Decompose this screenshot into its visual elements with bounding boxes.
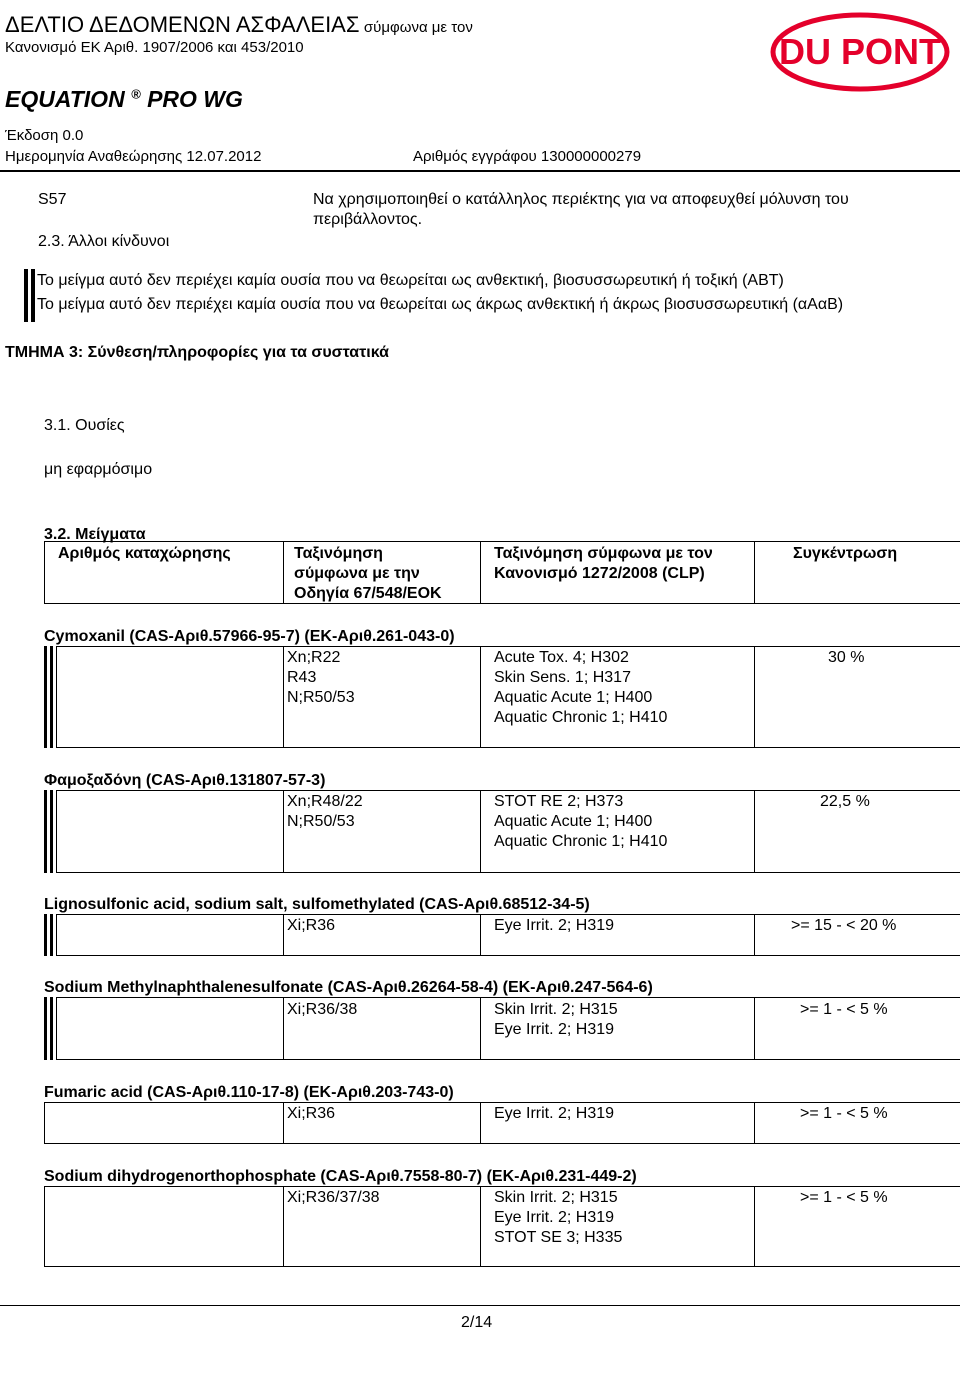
substances-text: μη εφαρμόσιμο	[44, 461, 153, 478]
hazard-line-1: Το μείγμα αυτό δεν περιέχει καμία ουσία που να θεωρείται ως ανθεκτική, βιοσυσσωρευτική ή τοξική (ΑΒΤ)	[37, 272, 784, 289]
revision-marker	[50, 790, 53, 873]
col-divider	[283, 914, 284, 956]
concentration: >= 15 - < 20 %	[791, 917, 897, 934]
s57-text-1: Να χρησιμοποιηθεί ο κατάλληλος περιέκτης για να αποφευχθεί μόλυνση του	[313, 191, 849, 208]
document-number: Αριθμός εγγράφου 130000000279	[413, 148, 642, 165]
document-title	[5, 12, 473, 38]
mixtures-heading: 3.2. Μείγματα	[44, 526, 146, 543]
logo-text: DU PONT	[779, 31, 941, 72]
s57-text-2: περιβάλλοντος.	[313, 211, 423, 228]
revision-marker	[50, 646, 53, 748]
dsd-classification: Xi;R36	[287, 1105, 336, 1122]
component-name: Cymoxanil (CAS-Αριθ.57966-95-7) (ΕΚ-Αριθ.261-043-0)	[44, 628, 455, 645]
title-suffix: σύμφωνα με τον	[363, 19, 473, 36]
col-divider	[480, 914, 481, 956]
concentration: >= 1 - < 5 %	[800, 1105, 888, 1122]
col-divider	[480, 1102, 481, 1144]
col-header-dsd: Ταξινόμηση σύμφωνα με την Οδηγία 67/548/ΕΟΚ	[294, 545, 442, 602]
col-divider	[283, 541, 284, 604]
header-divider	[0, 170, 960, 172]
revision-date: Ημερομηνία Αναθεώρησης 12.07.2012	[5, 148, 262, 165]
dsd-classification: Xi;R36/38	[287, 1001, 358, 1018]
col-divider	[283, 997, 284, 1060]
concentration: 30 %	[828, 649, 865, 666]
concentration: >= 1 - < 5 %	[800, 1001, 888, 1018]
dsd-classification: Xn;R22 R43 N;R50/53	[287, 649, 355, 706]
section3-heading: ΤΜΗΜΑ 3: Σύνθεση/πληροφορίες για τα συστατικά	[5, 344, 389, 361]
page-number: 2/14	[461, 1314, 493, 1331]
hazard-line-2: Το μείγμα αυτό δεν περιέχει καμία ουσία που να θεωρείται ως άκρως ανθεκτική ή άκρως βιοσυσσωρευτική (αΑαΒ)	[37, 296, 844, 313]
product-name-text: EQUATION	[5, 86, 125, 112]
component-name: Φαμοξαδόνη (CAS-Αριθ.131807-57-3)	[44, 772, 326, 789]
clp-classification: Acute Tox. 4; H302 Skin Sens. 1; H317 Aquatic Acute 1; H400 Aquatic Chronic 1; H410	[494, 649, 668, 726]
revision-marker	[44, 997, 47, 1060]
clp-classification: Eye Irrit. 2; H319	[494, 1105, 615, 1122]
col-divider	[754, 997, 755, 1060]
substances-heading: 3.1. Ουσίες	[44, 417, 125, 434]
col-divider	[754, 790, 755, 873]
component-name: Fumaric acid (CAS-Αριθ.110-17-8) (ΕΚ-Αριθ.203-743-0)	[44, 1084, 454, 1101]
title-main: ΔΕΛΤΙΟ ΔΕΔΟΜΕΝΩΝ ΑΣΦΑΛΕΙΑΣ	[5, 12, 360, 37]
registered-mark: ®	[131, 86, 141, 102]
dupont-logo	[770, 12, 950, 97]
col-divider	[754, 1102, 755, 1144]
clp-classification: Eye Irrit. 2; H319	[494, 917, 615, 934]
col-header-clp: Ταξινόμηση σύμφωνα με τον Κανονισμό 1272/2008 (CLP)	[494, 545, 713, 582]
col-divider	[283, 1186, 284, 1267]
col-divider	[480, 646, 481, 748]
revision-marker	[44, 646, 47, 748]
footer-divider	[0, 1305, 960, 1306]
col-divider	[283, 646, 284, 748]
component-name: Lignosulfonic acid, sodium salt, sulfomethylated (CAS-Αριθ.68512-34-5)	[44, 896, 590, 913]
col-divider	[480, 997, 481, 1060]
col-header-reg: Αριθμός καταχώρησης	[58, 545, 231, 562]
revision-marker	[24, 269, 28, 322]
clp-classification: Skin Irrit. 2; H315 Eye Irrit. 2; H319 STOT SE 3; H335	[494, 1189, 623, 1246]
other-hazards-heading: 2.3. Άλλοι κίνδυνοι	[38, 233, 170, 250]
component-name: Sodium Methylnaphthalenesulfonate (CAS-Αριθ.26264-58-4) (ΕΚ-Αριθ.247-564-6)	[44, 979, 653, 996]
s57-code: S57	[38, 191, 67, 208]
revision-marker	[50, 914, 53, 956]
version: Έκδοση 0.0	[5, 127, 84, 144]
concentration: 22,5 %	[820, 793, 870, 810]
dsd-classification: Xi;R36/37/38	[287, 1189, 380, 1206]
col-divider	[283, 1102, 284, 1144]
dsd-classification: Xn;R48/22 N;R50/53	[287, 793, 363, 830]
col-divider	[754, 646, 755, 748]
clp-classification: STOT RE 2; H373 Aquatic Acute 1; H400 Aquatic Chronic 1; H410	[494, 793, 668, 850]
revision-marker	[44, 914, 47, 956]
component-name: Sodium dihydrogenorthophosphate (CAS-Αριθ.7558-80-7) (ΕΚ-Αριθ.231-449-2)	[44, 1168, 637, 1185]
col-divider	[480, 790, 481, 873]
col-divider	[480, 541, 481, 604]
product-name	[5, 86, 243, 113]
revision-marker	[31, 269, 35, 322]
col-divider	[754, 914, 755, 956]
regulation-line: Κανονισμό ΕΚ Αριθ. 1907/2006 και 453/2010	[5, 39, 304, 56]
dsd-classification: Xi;R36	[287, 917, 336, 934]
concentration: >= 1 - < 5 %	[800, 1189, 888, 1206]
col-header-concentration: Συγκέντρωση	[793, 545, 898, 562]
dupont-oval-icon	[770, 12, 950, 92]
col-divider	[283, 790, 284, 873]
col-divider	[754, 1186, 755, 1267]
col-divider	[480, 1186, 481, 1267]
product-suffix: PRO WG	[147, 86, 243, 112]
clp-classification: Skin Irrit. 2; H315 Eye Irrit. 2; H319	[494, 1001, 618, 1038]
revision-marker	[50, 997, 53, 1060]
revision-marker	[44, 790, 47, 873]
col-divider	[754, 541, 755, 604]
